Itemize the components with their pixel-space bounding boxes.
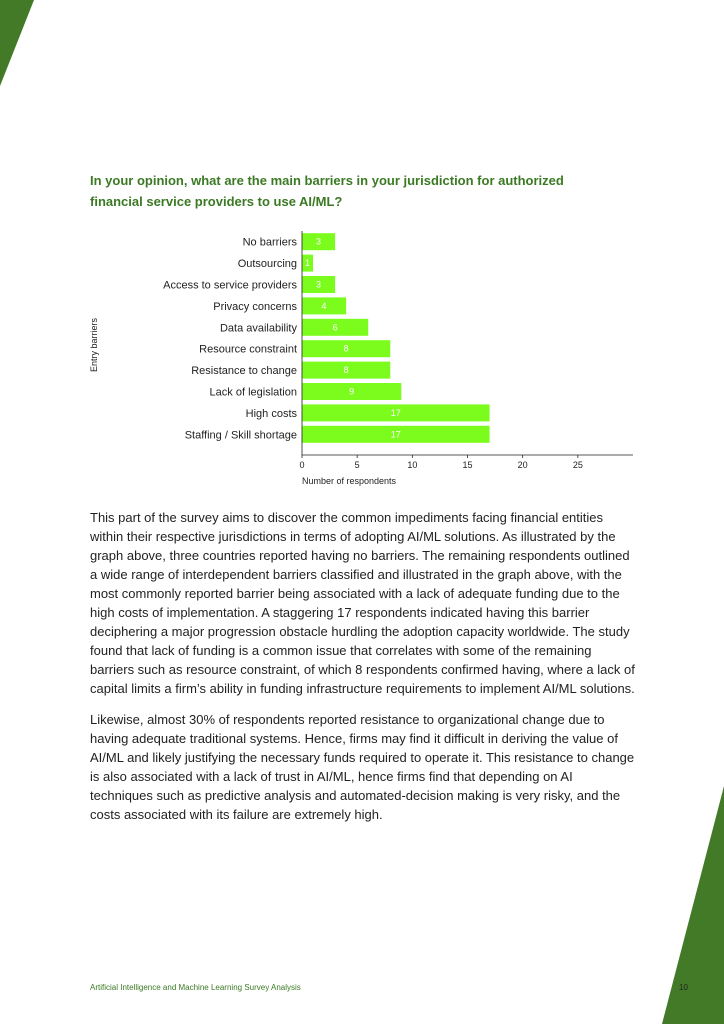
y-axis-label: Entry barriers [89,317,99,373]
category-label: No barriers [242,236,297,249]
category-label: High costs [245,407,297,420]
bar-value-label: 1 [305,258,311,269]
category-label: Outsourcing [237,258,297,271]
category-label: Data availability [219,322,297,335]
category-label: Access to service providers [163,279,297,292]
body-paragraph-1: This part of the survey aims to discover the common impediments facing financial entities within their respective jurisdictions in terms of adopting AI/ML solutions. As illustrated by the graph above, three countries reported having no barriers. The remaining respondents outlined a wide range of interdependent barriers classified and illustrated in the graph above, with the most commonly reported barrier being associated with a lack of adequate funding due to the high costs of implementation. A staggering 17 respondents indicated having this barrier deciphering a major progression obstacle hurdling the adoption capacity worldwide. The study found that lack of funding is a common issue that correlates with some of the remaining barriers such as resource constraint, of which 8 respondents confirmed having, where a lack of capital limits a firm’s ability in funding infrastructure requirements to implement AI/ML solutions. [90,510,635,696]
bar-value-label: 6 [332,322,338,333]
footer-document-title: Artificial Intelligence and Machine Learning Survey Analysis [90,983,301,992]
category-label: Privacy concerns [213,300,297,313]
bars-group [163,233,489,443]
x-tick-label: 20 [517,460,528,470]
bar-value-label: 17 [390,407,401,418]
category-label: Staffing / Skill shortage [184,429,297,442]
x-axis-label: Number of respondents [302,476,397,486]
category-label: Resistance to change [191,365,297,378]
body-text [90,508,636,836]
bar-value-label: 8 [343,343,349,354]
page-number: 10 [679,983,688,992]
x-tick-label: 0 [299,460,305,470]
x-ticks-group [299,455,582,470]
body-paragraph-2: Likewise, almost 30% of respondents reported resistance to organizational change due to having adequate traditional systems. Hence, firms may find it difficult in deriving the value of AI/ML and likely justifying the necessary funds required to operate it. This resistance to change is also associated with a lack of trust in AI/ML, hence firms find that depending on AI techniques such as predictive analysis and automated-decision making is very risky, and the costs associated with its failure are extremely high. [90,712,635,822]
bar-value-label: 8 [343,365,349,376]
x-tick-label: 10 [407,460,418,470]
x-tick-label: 5 [354,460,360,470]
corner-accent-bottom-right [662,786,724,1024]
x-tick-label: 25 [572,460,583,470]
x-tick-label: 15 [462,460,473,470]
survey-question-heading: In your opinion, what are the main barriers in your jurisdiction for authorized financial service providers to use AI/ML? [90,173,564,209]
bar-value-label: 9 [349,386,355,397]
category-label: Resource constraint [199,343,297,356]
category-label: Lack of legislation [209,386,297,399]
bar-value-label: 4 [321,300,327,311]
bar-value-label: 3 [316,236,322,247]
bar-value-label: 3 [316,279,322,290]
barriers-bar-chart [0,0,724,500]
bar-value-label: 17 [390,429,401,440]
